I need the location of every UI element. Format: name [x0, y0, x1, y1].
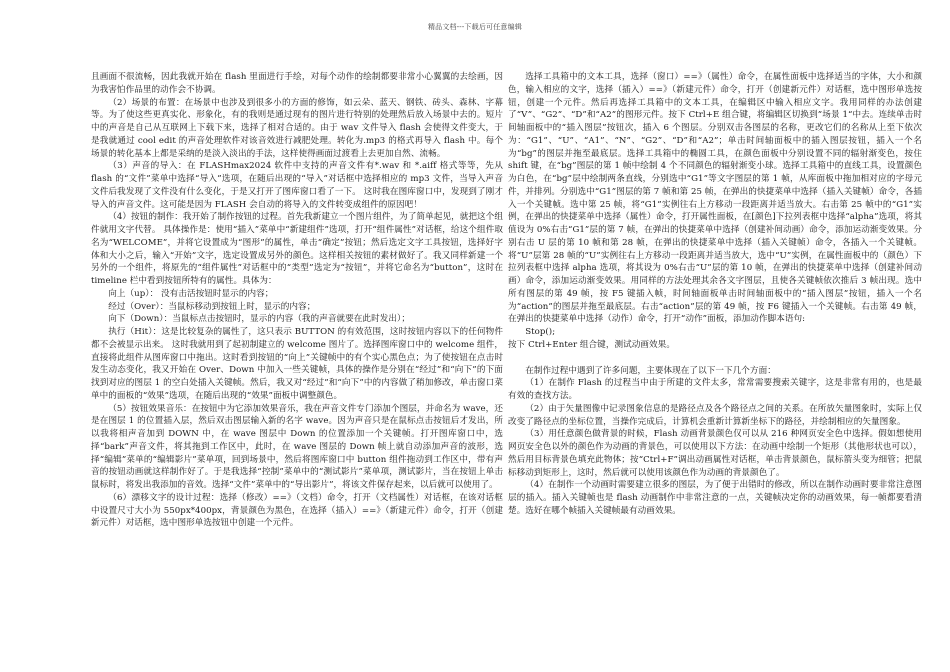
paragraph: （3）声音的导入：在 FLASHmax2024 软件中支持的声音文件有*.wav 和 *.aiff 格式等等，先从 flash 的“文件”菜单中选择“导入”选项，在随后出现的“导入”对话框中选择相应的 mp3 文件，当导入声音文件后我发现了文件没有什么变化，于是又打开了图库窗口看了一下。 这时我在图库窗口中，发现到了刚才导入的声音文件。这可能是因为 FLASH 会自动的将导入的文件转变成组件的原因吧！: [91, 161, 503, 210]
list-item: （4）在制作一个动画时需要建立很多的图层，为了便于出错时的修改，所以在制作动画时要非常注意图层的插入。插入关键帧也是 flash 动画制作中非常注意的一点，关键帧决定你的动画效果，每一帧都要看清楚。选好在哪个帧插入关键帧最有动画效果。: [508, 480, 922, 516]
code-line: Stop();: [525, 327, 556, 337]
paragraph: （4）按钮的制作：我开始了制作按钮的过程。首先我新建立一个图片组件，为了简单起见，就把这个组件就用文字代替。 具体操作是：使用“插入”菜单中“新建组件”选项，打开“组件属性”对话框，给这个组件取名为“WELCOME”，并将它设置成为“图形”的属性，单击“确定”按钮；然后选定文字工具按钮，选择好字体和大小之后，输入“开始”文字，选定设置成另外的颜色。这样相关按钮的素材做好了。我又同样新建一个另外的一个组件，将原先的“组件属性”对话框中的“类型”选定为“按钮”，并将它命名为“button”，这时在 timeline 栏中看到按钮所特有的属性。具体为：: [91, 212, 503, 286]
spacer: [508, 352, 922, 365]
paragraph: （2）场景的布置：在场景中也涉及到很多小的方面的修饰，如云朵、蓝天、钢铁、砖头、森林、字幕等。为了使这些更真实化、形象化，有的我则是通过现有的图片进行特别的处理然后放入场景中去的。短片中的声音是自己从互联网上下载下来，选择了相对合适的。由于 wav 文件导入 flash 会使得文件变大，于是我就通过 cool edit 的声音处理软件对该音效进行减肥处理。转化为.mp3 的格式再导入 flash 中。每个场景的转化基本上都是采纳的是淡入淡出的手法，这样使得画面过渡看上去更加自然、流畅。: [91, 97, 503, 159]
list-item: 向上（up）： 没有击活按钮时显示的内容；: [108, 288, 274, 299]
list-item: 经过（Over）：当鼠标移动到按钮上时，显示的内容；: [108, 301, 316, 312]
paragraph: 选择工具箱中的文本工具，选择（窗口）==》（属性）命令，在属性面板中选择适当的字体，大小和颜色，输入相应的文字，选择（插入）==》（新建元件）命令，打开（创建新元件）对话框，选中图形单选按钮，创建一个元件。然后再选择工具箱中的文本工具，在编辑区中输入相应文字。我用同样的办法创建了“V”、“G2”、“D”和“A2”的图形元件。按下 Ctrl+E 组合键，将编辑区切换到”场景 1“中去。连续单击时间轴面板中的“插入图层”按钮次，插入 6 个图层。分别双击各图层的名称，更改它们的名称从上至下依次为：“G1”、“U”、“A1”、“N”、“G2”、“D”和“A2”；单击时间轴面板中的插入图层按钮，插入一个名为“bg”的图层并拖至最底层。选择工具箱中的椭圆工具，在颜色面板中分别设置不同的辐射渐变色，按住 shift 键，在“bg”图层的第 1 帧中绘制 4 个不同颜色的辐射渐变小球。选择工具箱中的直线工具，设置颜色为白色，在“bg”层中绘制两条直线，分别选中“G1”等文字图层的第 1 帧，从库面板中拖加相对应的字母元件，并排列。分别选中“G1”图层的第 7 帧和第 25 帧，在弹出的快捷菜单中选择（插入关键帧）命令，各插入一个关键帧。选中第 25 帧，将“G1”实例往右上方移动一段距离并适当放大。右击第 25 帧中的“G1”实例，在弹出的快捷菜单中选择（属性）命令，打开属性面板，在[颜色]下拉列表框中选择“alpha”选项，将其值设为 0%右击“G1”层的第 7 帧，在弹出的快捷菜单中选择（创建补间动画）命令，添加运动渐变效果。分别右击 U 层的第 10 帧和第 28 帧，在弹出的快捷菜单中选择（插入关键帧）命令，各插入一个关键帧。将“U”层第 28 帧的“U”实例往右上方移动一段距离并适当放大，选中“U”实例，在属性面板中的（颜色）下拉列表框中选择 alpha 选项，将其设为 0%右击“U”层的第 10 帧，在弹出的快捷菜单中选择（创建补间动画）命令，添加运动渐变效果。用同样的方法处理其余各文字图层，且使各关键帧依次推后 3 帧出现。选中所有图层的第 49 帧，按 F5 键插入帧，时间轴面板单击时间轴面板中的“插入图层”按钮，插入一个名为“action”的图层并拖至最底层。右击“action”层的第 49 帧，按 F6 键插入一个关键帧。右击第 49 帧，在弹出的快捷菜单中选择（动作）命令，打开“动作”面板，添加动作脚本语句:: [508, 72, 922, 325]
list-item: 向下（Down）：当鼠标点击按钮时，显示的内容（我的声音就要在此时发出）；: [108, 314, 410, 325]
right-column: [508, 71, 922, 518]
left-column: [91, 71, 503, 530]
paragraph: 执行（Hit）：这是比较复杂的属性了，这只表示 BUTTON 的有效范围，这时按钮内容以下的任何物件都不会被显示出来。 这时我就用到了起初制建立的 welcome 图片了。选择图库窗口中的 welcome 组件，直接将此组件从图库窗口中拖出。这时看到按钮的“向上”关键帧中的有个实心黑色点；为了使按钮在点击时发生动态变化，我又开始在 Over、Down 中加入一些关键帧，具体的操作是分别在“经过”和“向下”的下面找到对应的图层 1 的空白处插入关键帧。然后，我又对“经过”和“向下”中的内容做了稍加修改，单击窗口菜单中的面板的“效果”选项，在随后出现的“效果”面板中调整颜色。: [91, 327, 503, 401]
list-item: （3）用任意颜色做背景的时候，Flash 动画背景颜色仅可以从 216 种网页安全色中选择。假如想使用网页安全色以外的颜色作为动画的背景色，可以使用以下方法：在动画中绘制一个矩形（其他形状也可以），然后用目标背景色填充此物体；按“Ctrl+F”调出动画属性对话框，单击背景颜色，鼠标箭头变为细管；把鼠标移动到矩形上，这时，然后就可以使用该颜色作为动画的背景颜色了。: [508, 429, 922, 478]
paragraph: 且画面不很流畅，因此我就开始在 flash 里面进行手绘，对每个动作的绘制都要非常小心翼翼的去绘画，因为我害怕作品里的动作会不协调。: [91, 72, 503, 95]
paragraph: （5）按钮效果音乐：在按钮中为它添加效果音乐，我在声音文件专门添加个图层，并命名为 wave，还是在图层 1 的位置插入层，然后双击图层输入新的名字 wave。因为声音只是在鼠标点击按钮后才发出，所以我将相声音加到 DOWN 中，在 wave 图层中 Down 的位置添加一个关键帧。打开图库窗口中，选择“bark”声音文件，将其拖到工作区中，此时，在 wave 图层的 Down 帧上就自动添加声音的波形，选择“编辑”菜单的“编辑影片”菜单项，回到场景中，然后将图库窗口中 button 组件拖动到工作区中，带有声音的按钮动画就这样制作好了。于是我选择“控制”菜单中的“测试影片”菜单项，测试影片，当在按钮上单击鼠标时，将发出我添加的音效。选择“文件”菜单中的“导出影片”，将该文件保存起来，以后就可以使用了。: [91, 403, 503, 490]
header-note: 精品文档---下载后可任意编辑: [427, 23, 523, 31]
paragraph: 按下 Ctrl+Enter 组合键，测试动画效果。: [508, 339, 675, 350]
paragraph: （6）漂移文字的设计过程：选择（修改）==》（文档）命令，打开（文档属性）对话框，在该对话框中设置尺寸大小为 550px*400px，背景颜色为黑色，在选择（插入）==》（新建元件）命令，打开（创建新元件）对话框，选中图形单选按钮中创建一个元件。: [91, 492, 503, 529]
list-item: （2）由于矢量图像中记录图象信息的是路径点及各个路径点之间的关系。在所放矢量图象时，实际上仅改变了路径点的坐标位置，当操作完成后，计算机会重新计算新坐标下的路径，并绘制相应的矢量图象。: [508, 403, 922, 427]
paragraph: 在制作过程中遇到了许多问题，主要体现在了以下一下几个方面：: [525, 365, 776, 376]
list-item: （1）在制作 Flash 的过程当中由于所建的文件太多，常常需要搜索关键字，这是非常有用的，也是最有效的查找方法。: [508, 378, 922, 401]
